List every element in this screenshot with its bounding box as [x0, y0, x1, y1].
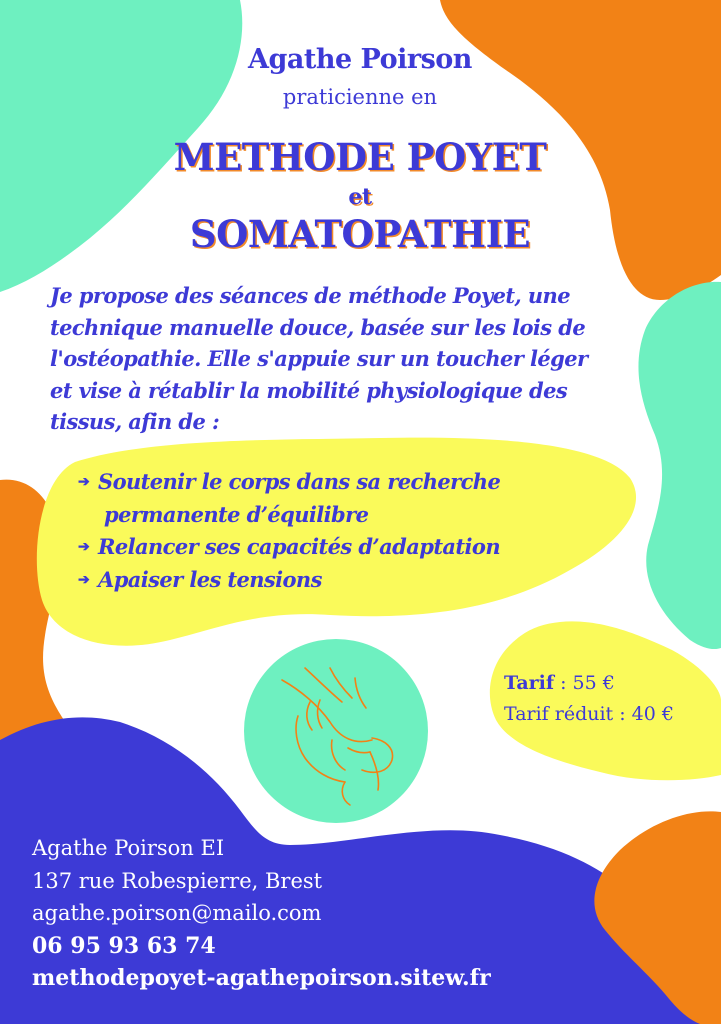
intro-paragraph	[50, 280, 630, 438]
intro-line: technique manuelle douce, basée sur les lois de	[50, 314, 586, 340]
address: 137 rue Robespierre, Brest	[32, 868, 323, 893]
arrow-right-icon: ➔	[78, 571, 90, 588]
list-item	[78, 466, 638, 531]
intro-line: l'ostéopathie. Elle s'appuie sur un toucher léger	[50, 346, 588, 371]
arrow-right-icon: ➔	[78, 539, 90, 555]
benefit-text: Apaiser les tensions	[98, 566, 322, 592]
benefit-text-continued: permanente d’équilibre	[104, 501, 369, 527]
company-name: Agathe Poirson EI	[32, 836, 225, 860]
phone-number[interactable]: 06 95 93 63 74	[32, 932, 216, 959]
list-item	[78, 531, 638, 564]
mint-blob-right	[638, 282, 721, 649]
intro-line: tissus, afin de :	[50, 409, 220, 434]
benefits-list	[78, 466, 638, 596]
practitioner-name: Agathe Poirson	[248, 44, 472, 75]
price-value: : 55 €	[554, 672, 615, 694]
title-methode-poyet: METHODE POYET	[173, 135, 547, 179]
price-standard	[504, 668, 709, 699]
price-reduced: Tarif réduit : 40 €	[504, 703, 674, 725]
list-item	[78, 564, 638, 597]
title-somatopathie: SOMATOPATHIE	[189, 212, 531, 256]
title-connector: et	[348, 184, 372, 210]
email-address[interactable]: agathe.poirson@mailo.com	[32, 901, 322, 925]
practitioner-role: praticienne en	[282, 85, 438, 109]
price-label: Tarif	[504, 672, 555, 694]
contact-block	[32, 832, 592, 995]
pricing-block	[504, 668, 709, 730]
arrow-right-icon: ➔	[78, 474, 90, 490]
intro-line: Je propose des séances de méthode Poyet, une	[50, 283, 570, 308]
benefit-text: Soutenir le corps dans sa recherche	[98, 469, 501, 494]
benefit-text: Relancer ses capacités d’adaptation	[98, 534, 500, 559]
website-link[interactable]: methodepoyet-agathepoirson.sitew.fr	[32, 965, 491, 991]
intro-line: et vise à rétablir la mobilité physiologique des	[50, 377, 568, 403]
